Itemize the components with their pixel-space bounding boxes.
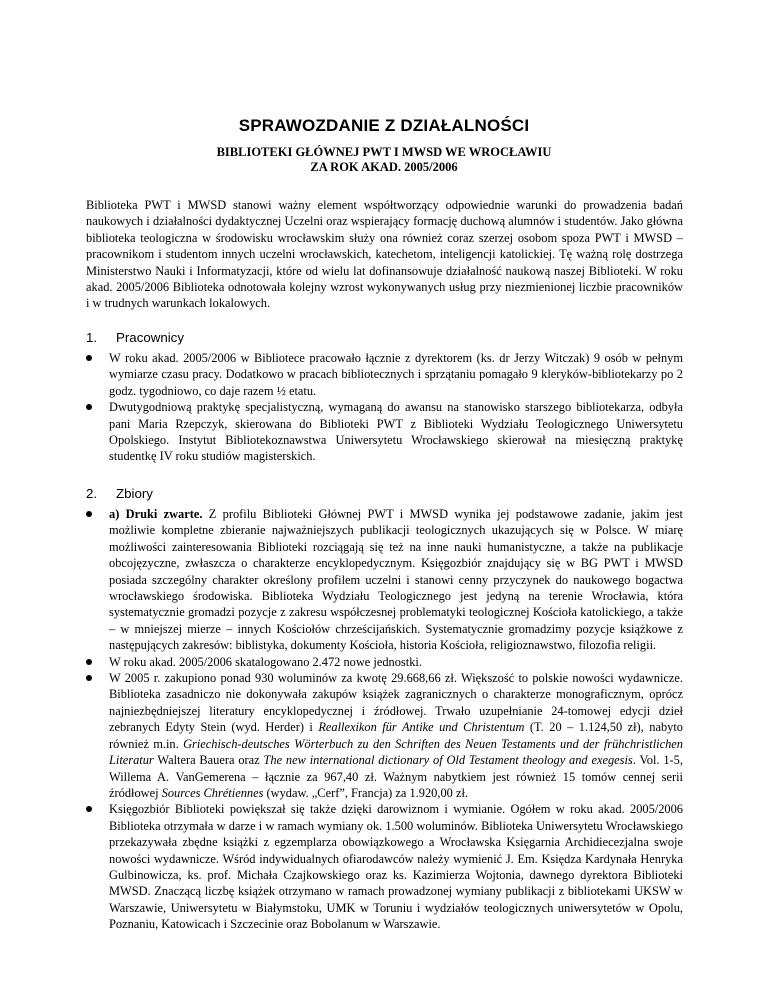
text-run: (wydaw. „Cerf”, Francja) za 1.920,00 zł. bbox=[263, 785, 468, 800]
section-number: 1. bbox=[86, 330, 98, 345]
list-item-text bbox=[109, 507, 683, 652]
list-item-text: Księgozbiór Biblioteki powiększał się także dzięki darowiznom i wymianie. Ogółem w roku akad. 2005/2006 Biblioteka otrzymała w darze i w ramach wymiany ok. 1.500 woluminów. Biblioteka Uniwersytetu Wrocławskiego przekazywała zbędne książki z egzemplarza obowiązkowego a Wrocławska Księgarnia Archidiecezjalna swoje nowości wydawnicze. Wśród indywidualnych ofiarodawców należy wymienić J. Em. Księdza Kardynała Henryka Gulbinowicza, ks. prof. Michała Czajkowskiego oraz ks. Kazimierza Wojtonia, dawnego dyrektora Biblioteki MWSD. Znaczącą liczbę książek otrzymano w ramach prowadzonej wymiany publikacji z bibliotekami UKSW w Warszawie, Uniwersytetu w Białymstoku, UMK w Toruniu i wydziałów teologicznych uniwersytetów w Opolu, Poznaniu, Katowicach i Szczecinie oraz Bobolanum w Warszawie. bbox=[109, 802, 683, 932]
text-run: . Vol. 1-5, Willema A. VanGemerena – łącznie za 967,40 zł. Ważnym nabytkiem jest również 15 tomów cennej serii źródłowej bbox=[109, 753, 683, 800]
list-item-text: W roku akad. 2005/2006 w Bibliotece pracowało łącznie z dyrektorem (ks. dr Jerzy Witczak) 9 osób w pełnym wymiarze czasu pracy. Dodatkowo w pracach bibliotecznych i sprzątaniu pomagało 9 kleryków-bibliotekarzy po 2 godz. tygodniowo, co daje razem ½ etatu. bbox=[109, 351, 683, 398]
list-item-text: W roku akad. 2005/2006 skatalogowano 2.472 nowe jednostki. bbox=[109, 654, 422, 669]
list-item bbox=[86, 654, 683, 670]
bullet-icon bbox=[86, 511, 92, 517]
list-item bbox=[86, 506, 683, 654]
text-run: (T. 20 – 1.124,50 zł), nabyto również m.in. bbox=[109, 720, 683, 751]
book-title: Griechisch-deutsches Wörterbuch zu den Schriften des Neuen Testaments und der frühchristlichen Literatur bbox=[109, 736, 683, 768]
list-item bbox=[86, 350, 683, 399]
section-number: 2. bbox=[86, 486, 98, 501]
list-item bbox=[86, 801, 683, 932]
bullet-icon bbox=[86, 675, 92, 681]
document-subtitle-line1: BIBLIOTEKI GŁÓWNEJ PWT I MWSD WE WROCŁAWIU bbox=[216, 145, 552, 159]
intro-paragraph: Biblioteka PWT i MWSD stanowi ważny element współtworzący odpowiednie warunki do prowadzenia badań naukowych i działalności dydaktycznej Uczelni oraz wspierający formację duchową alumnów i studentów. Jako główna biblioteka teologiczna w środowisku wrocławskim służy ona również coraz szerzej osobom spoza PWT i MWSD – pracownikom i studentom innych uczelni wrocławskich, katechetom, inteligencji katolickiej. Tę ważną rolę dostrzega Ministerstwo Nauki i Informatyzacji, które od wielu lat dofinansowuje działalność naukową naszej Biblioteki. W roku akad. 2005/2006 Biblioteka odnotowała kolejny wzrost wykonywanych usług przy niezmienionej liczbie pracowników i w trudnych warunkach lokalowych. bbox=[86, 198, 683, 311]
text-run: Waltera Bauera oraz bbox=[153, 753, 264, 768]
list-item bbox=[86, 399, 683, 465]
bullet-icon bbox=[86, 404, 92, 410]
section-heading-pracownicy bbox=[86, 330, 184, 345]
list-item-text bbox=[109, 671, 683, 800]
bullet-icon bbox=[86, 806, 92, 812]
document-subtitle-line2: ZA ROK AKAD. 2005/2006 bbox=[310, 160, 458, 174]
subsection-label: a) Druki zwarte. bbox=[109, 507, 203, 521]
bullet-icon bbox=[86, 659, 92, 665]
text-run: W 2005 r. zakupiono ponad 930 woluminów za kwotę 29.668,66 zł. Większość to polskie nowości wydawnicze. Biblioteka zasadniczo nie dokonywała zakupów książek zagranicznych o charakterze monograficznym, oprócz najniezbędniejszej literatury encyklopedycznej i źródłowej. Trwało uzupełnianie 24-tomowej edycji dzieł zebranych Edyty Stein (wyd. Herder) i bbox=[109, 671, 683, 735]
pracownicy-list bbox=[86, 350, 683, 465]
book-title: Sources Chrétiennes bbox=[161, 785, 264, 800]
zbiory-list bbox=[86, 506, 683, 933]
book-title: The new international dictionary of Old Testament theology and exegesis bbox=[263, 753, 633, 768]
section-title: Pracownicy bbox=[116, 330, 184, 345]
document-title: SPRAWOZDANIE Z DZIAŁALNOŚCI bbox=[238, 116, 530, 135]
section-title: Zbiory bbox=[116, 486, 153, 501]
list-item-text: Dwutygodniową praktykę specjalistyczną, wymaganą do awansu na stanowisko starszego bibliotekarza, odbyła pani Maria Rzepczyk, skierowana do Biblioteki PWT z Biblioteki Wydziału Teologicznego Uniwersytetu Opolskiego. Instytut Bibliotekoznawstwa Uniwersytetu Wrocławskiego skierował na miesięczną praktykę studentkę IV roku studiów magisterskich. bbox=[109, 400, 683, 464]
list-item bbox=[86, 670, 683, 801]
section-heading-zbiory bbox=[86, 486, 153, 501]
book-title: Reallexikon für Antike und Christentum bbox=[318, 720, 525, 735]
bullet-icon bbox=[86, 355, 92, 361]
list-item-text: Z profilu Biblioteki Głównej PWT i MWSD wynika jej podstawowe zadanie, jakim jest możliwie kompletne zbieranie najważniejszych publikacji teologicznych ukazujących się w Polsce. W miarę możliwości zainteresowania Biblioteki rozciągają się też na inne nauki humanistyczne, a także na publikacje obcojęzyczne, zwłaszcza o charakterze encyklopedycznym. Księgozbiór znajdujący się w BG PWT i MWSD posiada szczególny charakter określony profilem uczelni i stanowi cenny przyczynek do naukowego bogactwa wrocławskiego środowiska. Biblioteka Wydziału Teologicznego jest jedyną na terenie Wrocławia, która systematycznie gromadzi pozycje z zakresu współczesnej problematyki teologicznej Kościoła katolickiego, a także – w mniejszej mierze – innych Kościołów chrześcijańskich. Systematycznie gromadzimy pozycje książkowe z następujących zakresów: biblistyka, dokumenty Kościoła, historia Kościoła, religioznawstwo, filozofia religii. bbox=[109, 507, 683, 653]
